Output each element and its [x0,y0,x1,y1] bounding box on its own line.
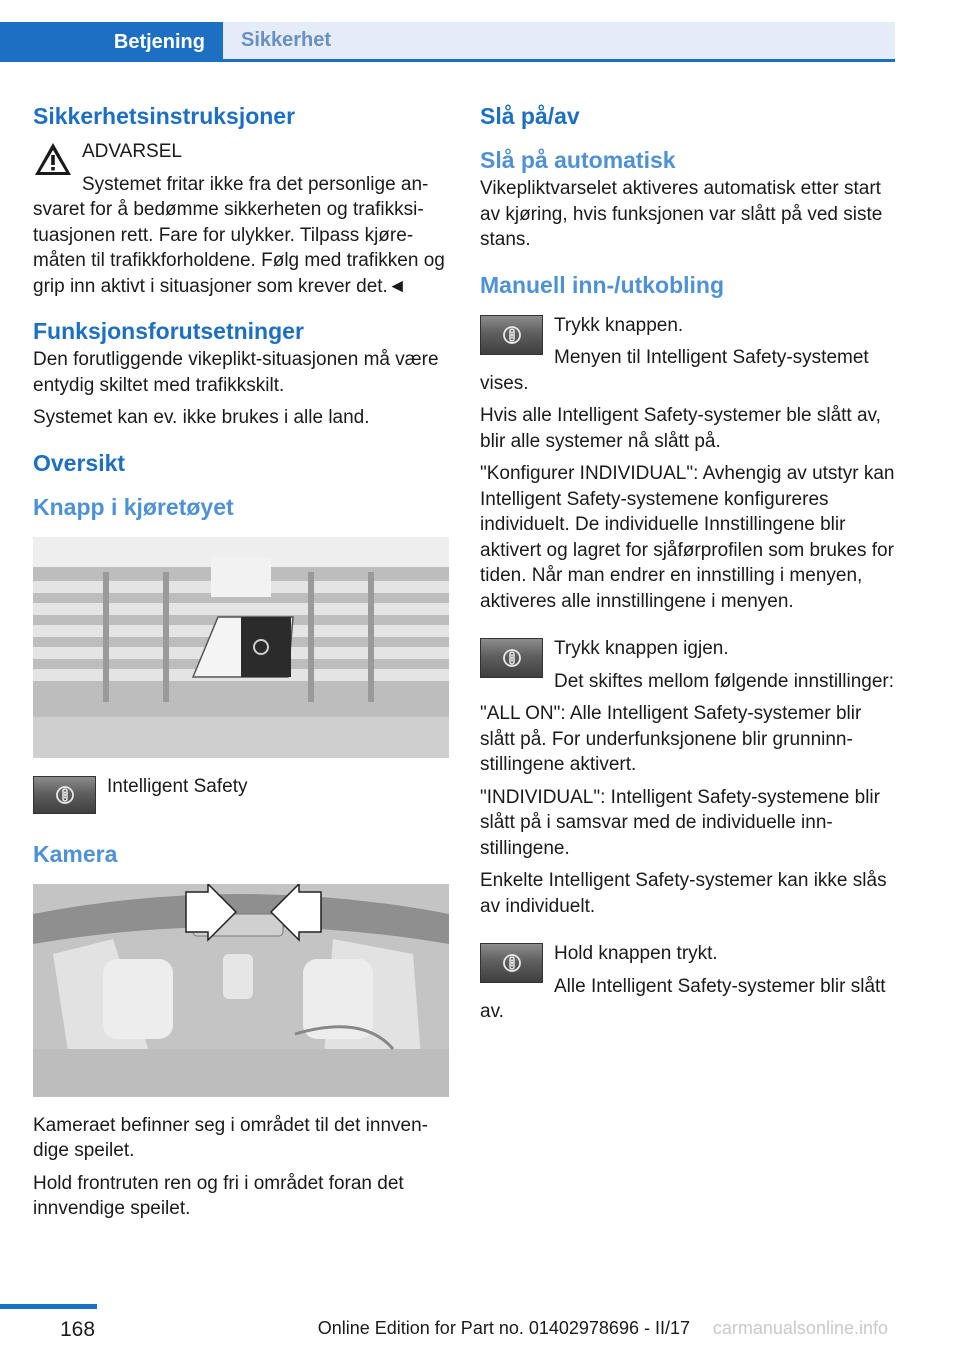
vehicle-button-photo [33,537,449,758]
intelligent-safety-button-icon [33,776,96,814]
warning-block [33,139,449,299]
left-column [33,100,449,1222]
all-on-text: "ALL ON": Alle Intelligent Safety-systemer blir slått på. For underfunksjonene blir grunninnstillingene aktivert. [480,703,862,775]
warning-text: Systemet fritar ikke fra det personlige ansvaret for å bedømme sikkerheten og trafikksituasjonen rett. Fare for ulykker. Tilpass kjøremåten til trafikkforholdene. Følg med trafikken og grip inn aktivt i situasjoner som krever det.◄ [33,173,445,297]
intelligent-safety-button-icon [480,315,543,355]
auto-on-text: Vikepliktvarselet aktiveres automatisk etter start av kjøring, hvis funksjonen var slått på ved siste stans. [480,178,883,250]
safety-symbol-icon [502,324,522,346]
camera-text-1: Kameraet befinner seg i området til det innvendige speilet. [33,1114,428,1161]
heading-overview: Oversikt [33,449,126,476]
step2-line2: Det skiftes mellom følgende innstillinger: [554,670,895,692]
step-hold-button [480,941,896,1025]
footer-rule [0,1304,97,1309]
heading-camera: Kamera [33,840,118,867]
warning-label: ADVARSEL [82,141,182,162]
header-tabs [0,0,895,62]
heading-button-in-vehicle: Knapp i kjøretøyet [33,493,234,520]
intelligent-safety-button-icon [480,638,543,678]
camera-interior-photo [33,884,449,1097]
heading-prerequisites: Funksjonsforutsetninger [33,318,304,344]
prereq-text-2: Systemet kan ev. ikke brukes i alle land. [33,407,370,428]
cannot-switch-off-text: Enkelte Intelligent Safety-systemer kan ikke slås av individuelt. [480,870,887,917]
watermark-text: carmanualsonline.info [712,1318,888,1338]
right-column [480,100,896,1025]
heading-safety: Sikkerhetsinstruksjoner [33,103,296,129]
safety-symbol-icon [502,647,522,669]
tab-betjening[interactable]: Betjening [0,22,223,62]
step-press-button [480,313,896,397]
step3-line1: Hold knappen trykt. [554,943,718,964]
individual-text: "INDIVIDUAL": Intelligent Safety-systemene blir slått på i samsvar med de individuelle innstillingene. [480,786,880,859]
configure-individual-text: "Konfigurer INDIVIDUAL": Avhengig av utstyr kan Intelligent Safety-systemene konfigureres individuelt. De individuelle Innstillingene blir aktivert og lagret for sjåførprofilen som brukes for tiden. Når man endrer en innstilling i menyen, aktiveres alle innstillingene i menyen. [480,463,895,612]
step3-line2: Alle Intelligent Safety-systemer blir slått av. [480,975,886,1022]
step-press-again [480,636,896,694]
interior-illustration [33,884,449,1097]
edition-text: Online Edition for Part no. 01402978696 - II/17 [317,1318,690,1338]
step1-line1: Trykk knappen. [554,314,684,336]
warning-triangle-icon [33,141,73,177]
heading-on-off: Slå på/av [480,103,580,129]
safety-symbol-icon [502,952,522,974]
heading-manual: Manuell inn-/utkobling [480,271,725,298]
camera-text-2: Hold frontruten ren og fri i området foran det innvendige speilet. [33,1172,404,1219]
step1-line2: Menyen til Intelligent Safety-systemet vises. [480,347,869,394]
vent-illustration [33,537,449,758]
page-number: 168 [60,1318,96,1341]
heading-auto-on: Slå på automatisk [480,147,676,173]
tab-sikkerhet[interactable]: Sikkerhet [223,22,895,62]
step2-line1: Trykk knappen igjen. [554,638,729,659]
safety-symbol-icon [55,784,75,806]
intelligent-safety-button-icon [480,943,543,983]
prereq-text-1: Den forutliggende vikeplikt-situasjonen må være entydig skiltet med trafikkskilt. [33,349,439,396]
button-caption: Intelligent Safety [107,775,248,797]
button-caption-block [33,774,449,820]
all-systems-text: Hvis alle Intelligent Safety-systemer ble slått av, blir alle systemer nå slått på. [480,405,881,452]
